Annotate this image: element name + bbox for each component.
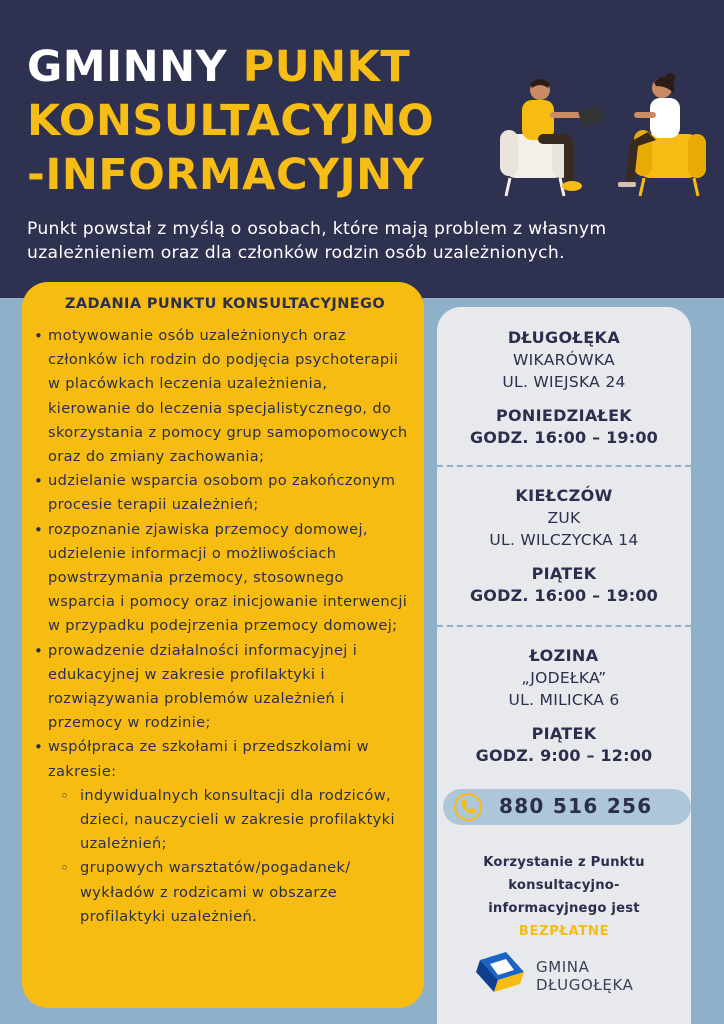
page-title (27, 40, 507, 202)
location-day: PONIEDZIAŁEK (495, 406, 633, 425)
task-item: • motywowanie osób uzależnionych oraz członków ich rodzin do podjęcia psychoterapii w placówkach leczenia uzależnienia, kierowanie do leczenia specjalistycznego, do skorzystania z pomocy grup samopomocowych oraz do zmiany zachowania; (34, 324, 414, 469)
location-place: „JODEŁKA” (521, 669, 607, 687)
tasks-list (34, 324, 414, 784)
task-item: • udzielanie wsparcia osobom po zakończonym procesie terapii uzależnień; (34, 469, 414, 517)
location-place: WIKARÓWKA (513, 351, 615, 369)
gmina-logo (476, 948, 676, 998)
tasks-heading: ZADANIA PUNKTU KONSULTACYJNEGO (64, 296, 386, 312)
logo-line: GMINA (536, 958, 590, 976)
consultation-illustration-icon (498, 72, 708, 202)
location-day: PIĄTEK (531, 564, 597, 583)
tasks-panel (22, 282, 424, 1008)
task-subitem: ◦ indywidualnych konsultacji dla rodziców, dzieci, nauczycieli w zakresie profilaktyki uzależnień; (34, 784, 414, 857)
phone-pill[interactable] (443, 789, 691, 825)
location-hours: GODZ. 9:00 – 12:00 (475, 746, 653, 765)
free-line: Korzystanie z Punktu (483, 855, 645, 870)
task-subitem: ◦ grupowych warsztatów/pogadanek/ wykładów z rodzicami w obszarze profilaktyki uzależnień. (34, 856, 414, 929)
title-line-3: -INFORMACYJNY (27, 150, 425, 200)
tasks-sublist (34, 784, 414, 929)
location-lozina (437, 645, 691, 767)
task-item: • współpraca ze szkołami i przedszkolami w zakresie: (34, 735, 414, 783)
location-city: DŁUGOŁĘKA (507, 328, 621, 347)
location-street: UL. MILICKA 6 (508, 691, 620, 709)
gmina-logo-text (536, 958, 634, 994)
free-notice (437, 851, 691, 943)
free-highlight: BEZPŁATNE (518, 924, 610, 939)
location-city: KIEŁCZÓW (515, 486, 613, 505)
location-dlugoleka (437, 327, 691, 449)
location-hours: GODZ. 16:00 – 19:00 (469, 586, 659, 605)
header-banner (0, 0, 724, 298)
location-day: PIĄTEK (531, 724, 597, 743)
location-kielczow (437, 485, 691, 607)
location-hours: GODZ. 16:00 – 19:00 (469, 428, 659, 447)
free-line: konsultacyjno- (508, 878, 620, 893)
intro-text: Punkt powstał z myślą o osobach, które mają problem z własnym uzależnieniem oraz dla członków rodzin osób uzależnionych. (27, 219, 607, 263)
free-line: informacyjnego jest (488, 901, 640, 916)
title-line-2: KONSULTACYJNO (27, 96, 435, 146)
title-word-gminny: GMINNY (27, 42, 228, 92)
task-item: • prowadzenie działalności informacyjnej i edukacyjnej w zakresie profilaktyki i rozwiązywania problemów uzależnień i przemocy w rodzinie; (34, 639, 414, 736)
phone-icon (453, 792, 483, 822)
task-item: • rozpoznanie zjawiska przemocy domowej, udzielenie informacji o możliwościach powstrzymania przemocy, stosownego wsparcia i pomocy oraz inicjowanie interwencji w przypadku podejrzenia przemocy domowej; (34, 518, 414, 639)
location-city: ŁOZINA (529, 646, 599, 665)
phone-number: 880 516 256 (499, 794, 653, 818)
divider (437, 465, 691, 467)
location-place: ZUK (547, 509, 581, 527)
location-street: UL. WIEJSKA 24 (502, 373, 626, 391)
location-street: UL. WILCZYCKA 14 (489, 531, 639, 549)
logo-line: DŁUGOŁĘKA (536, 976, 634, 994)
divider (437, 625, 691, 627)
title-word-punkt: PUNKT (242, 42, 411, 92)
gmina-logo-icon (476, 950, 528, 994)
